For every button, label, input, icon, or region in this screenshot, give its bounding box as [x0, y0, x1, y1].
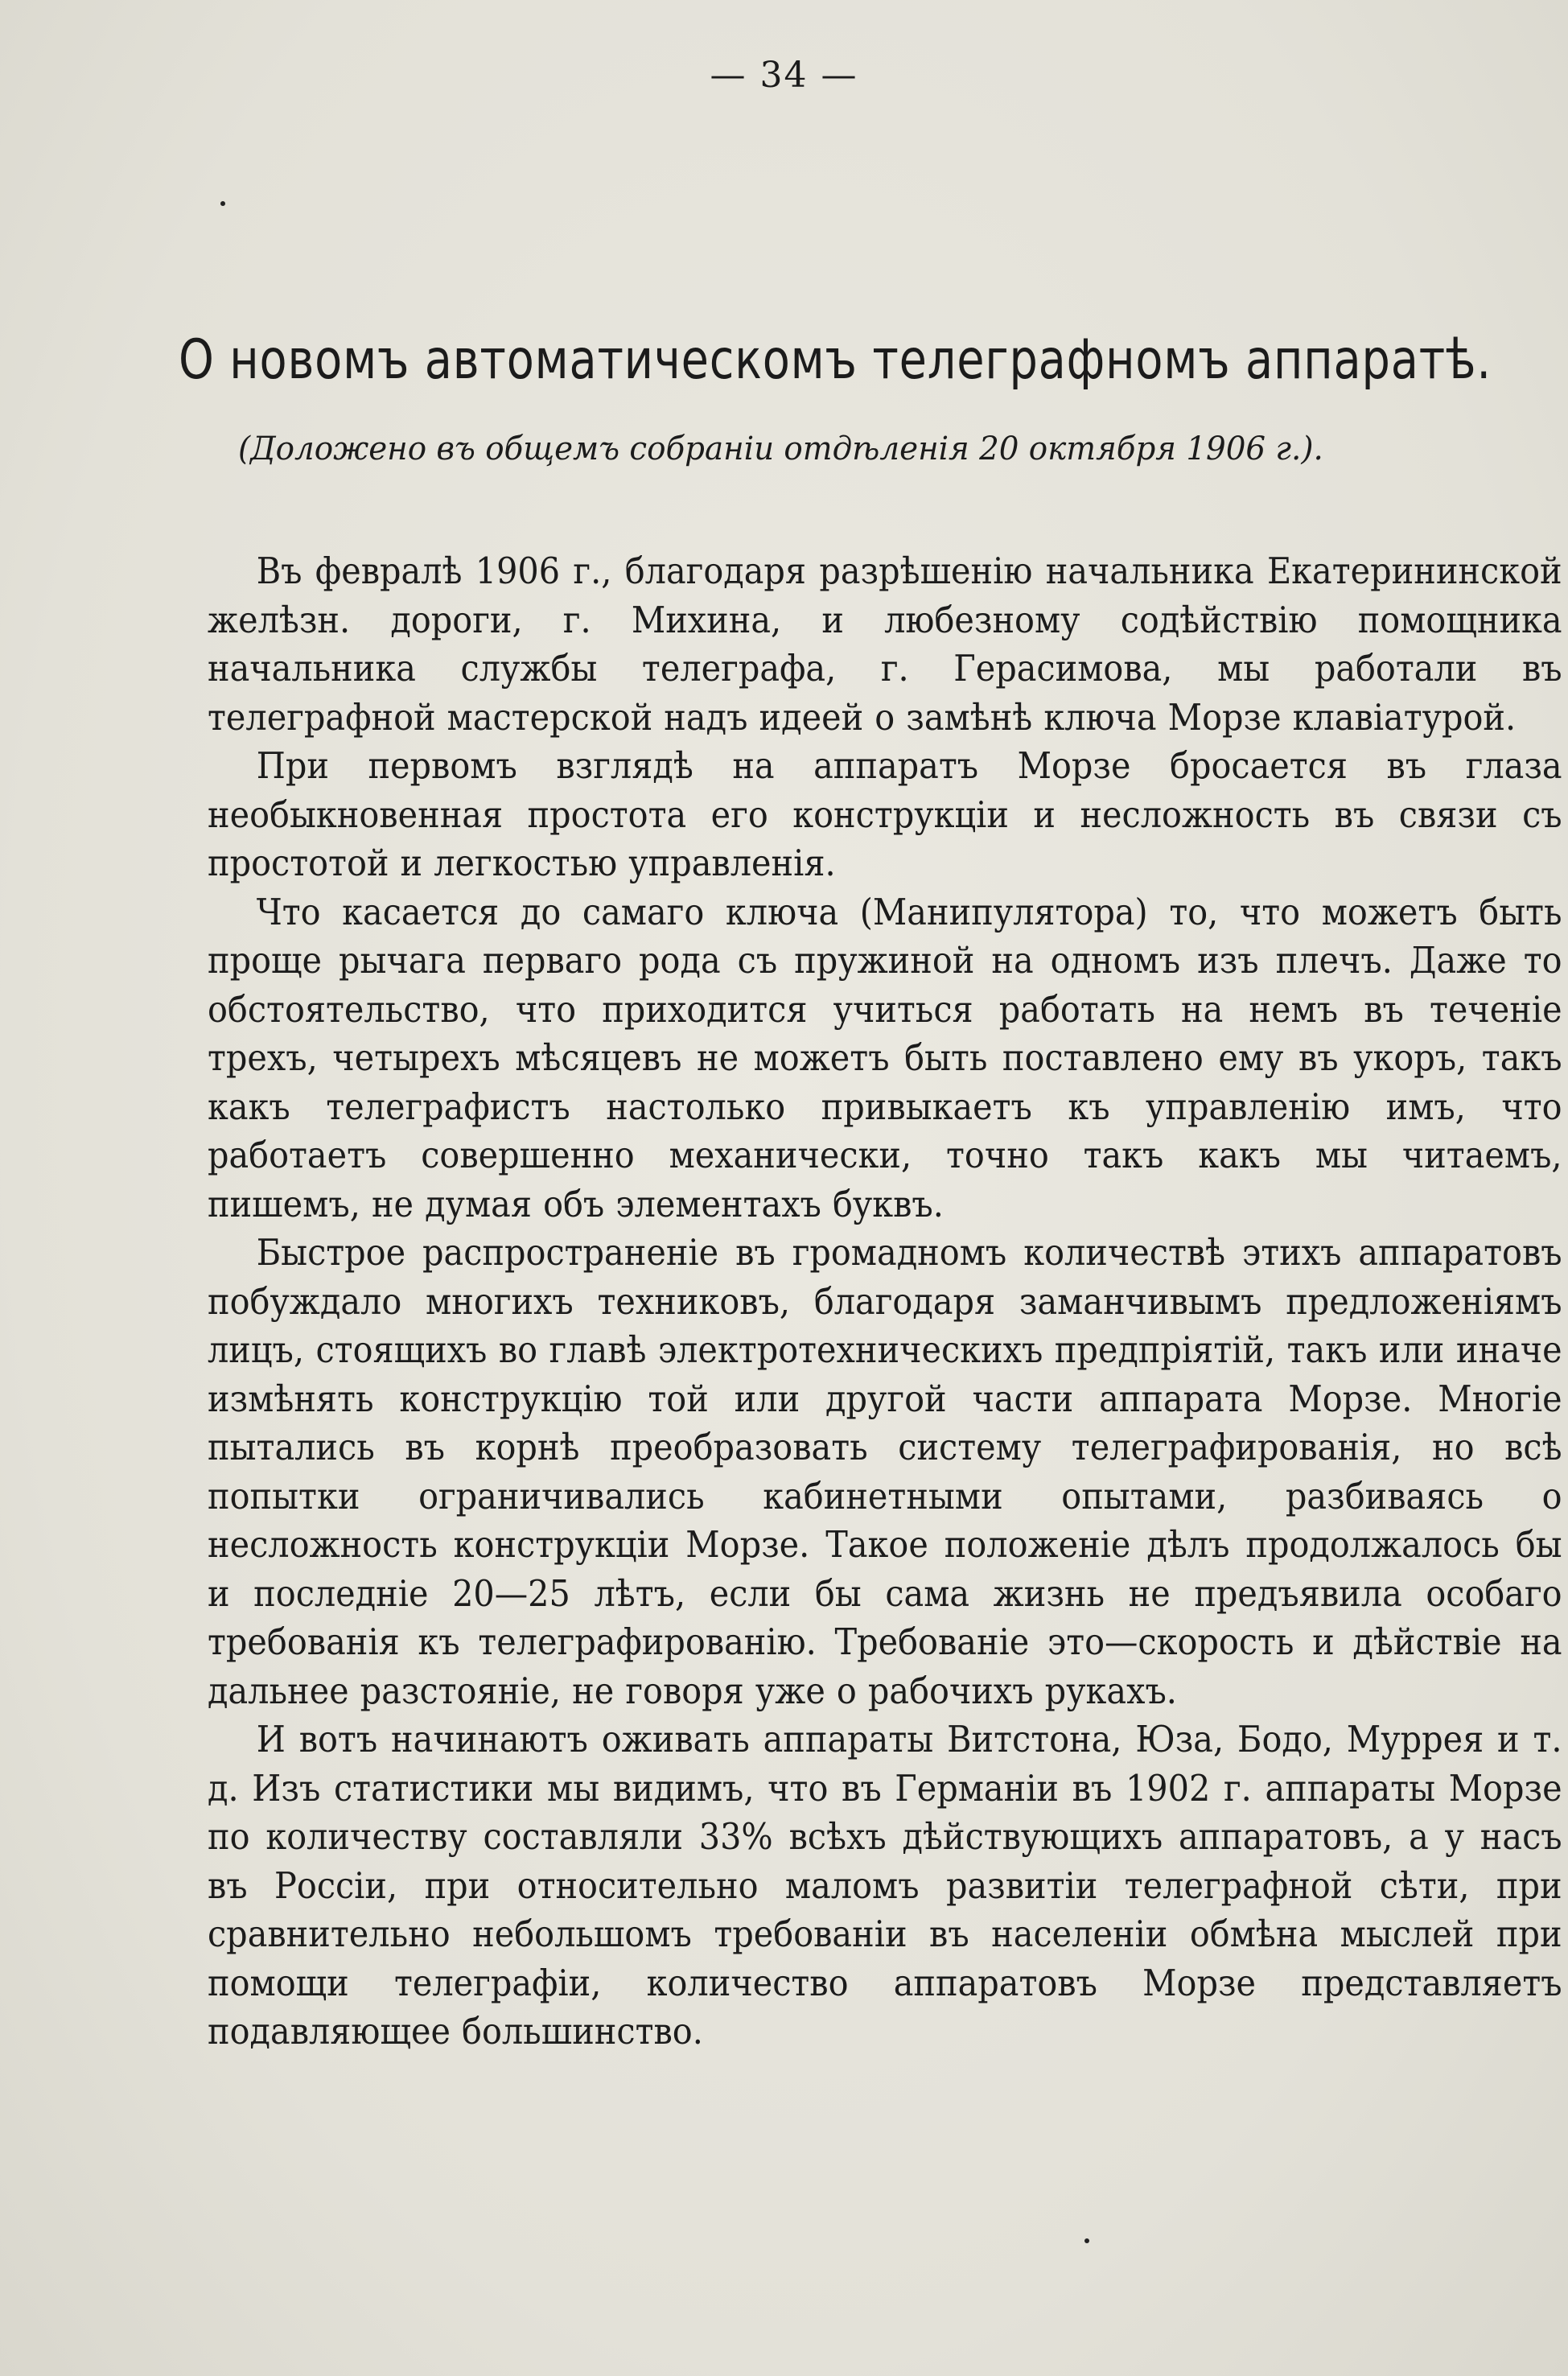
- page-number: — 34 —: [710, 55, 858, 96]
- paragraph: И вотъ начинаютъ оживать аппараты Витстона, Юза, Бодо, Муррея и т. д. Изъ статистики мы видимъ, что въ Германіи въ 1902 г. аппараты Морзе по количеству составляли 33% всѣхъ дѣйствующихъ аппаратовъ, а у насъ въ Россіи, при относительно маломъ развитіи телеграфной сѣти, при сравнительно небольшомъ требованіи въ населеніи обмѣна мыслей при помощи телеграфіи, количество аппаратовъ Морзе представляетъ подавляющее большинство.: [208, 1718, 1562, 2053]
- article-title: О новомъ автоматическомъ телеграфномъ аппаратѣ.: [179, 328, 1492, 392]
- article-subtitle: (Доложено въ общемъ собраніи отдѣленія 20 октября 1906 г.).: [238, 430, 1323, 467]
- paragraph: Въ февралѣ 1906 г., благодаря разрѣшенію начальника Екатерининской желѣзн. дороги, г. Михина, и любезному содѣйствію помощника начальника службы телеграфа, г. Герасимова, мы работали въ телеграфной мастерской надъ идеей о замѣнѣ ключа Морзе клавіатурой.: [208, 550, 1562, 739]
- ink-speck: [220, 201, 225, 206]
- paragraph: Что касается до самаго ключа (Манипулятора) то, что можетъ быть проще рычага перваго рода съ пружиной на одномъ изъ плечъ. Даже то обстоятельство, что приходится учиться работать на немъ въ теченіе трехъ, четырехъ мѣсяцевъ не можетъ быть поставлено ему въ укоръ, такъ какъ телеграфистъ настолько привыкаетъ къ управленію имъ, что работаетъ совершенно механически, точно такъ какъ мы читаемъ, пишемъ, не думая объ элементахъ буквъ.: [208, 890, 1562, 1225]
- article-body: [208, 547, 1562, 2057]
- paragraph: Быстрое распространеніе въ громадномъ количествѣ этихъ аппаратовъ побуждало многихъ техниковъ, благодаря заманчивымъ предложеніямъ лицъ, стоящихъ во главѣ электротехническихъ предпріятій, такъ или иначе измѣнять конструкцію той или другой части аппарата Морзе. Многіе пытались въ корнѣ преобразовать систему телеграфированія, но всѣ попытки ограничивались кабинетными опытами, разбиваясь о несложность конструкціи Морзе. Такое положеніе дѣлъ продолжалось бы и последніе 20—25 лѣтъ, если бы сама жизнь не предъявила особаго требованія къ телеграфированію. Требованіе это—скорость и дѣйствіе на дальнее разстояніе, не говоря уже о рабочихъ рукахъ.: [208, 1231, 1562, 1712]
- ink-speck: [1084, 2238, 1089, 2243]
- paragraph: При первомъ взглядѣ на аппаратъ Морзе бросается въ глаза необыкновенная простота его конструкціи и несложность въ связи съ простотой и легкостью управленія.: [208, 744, 1562, 884]
